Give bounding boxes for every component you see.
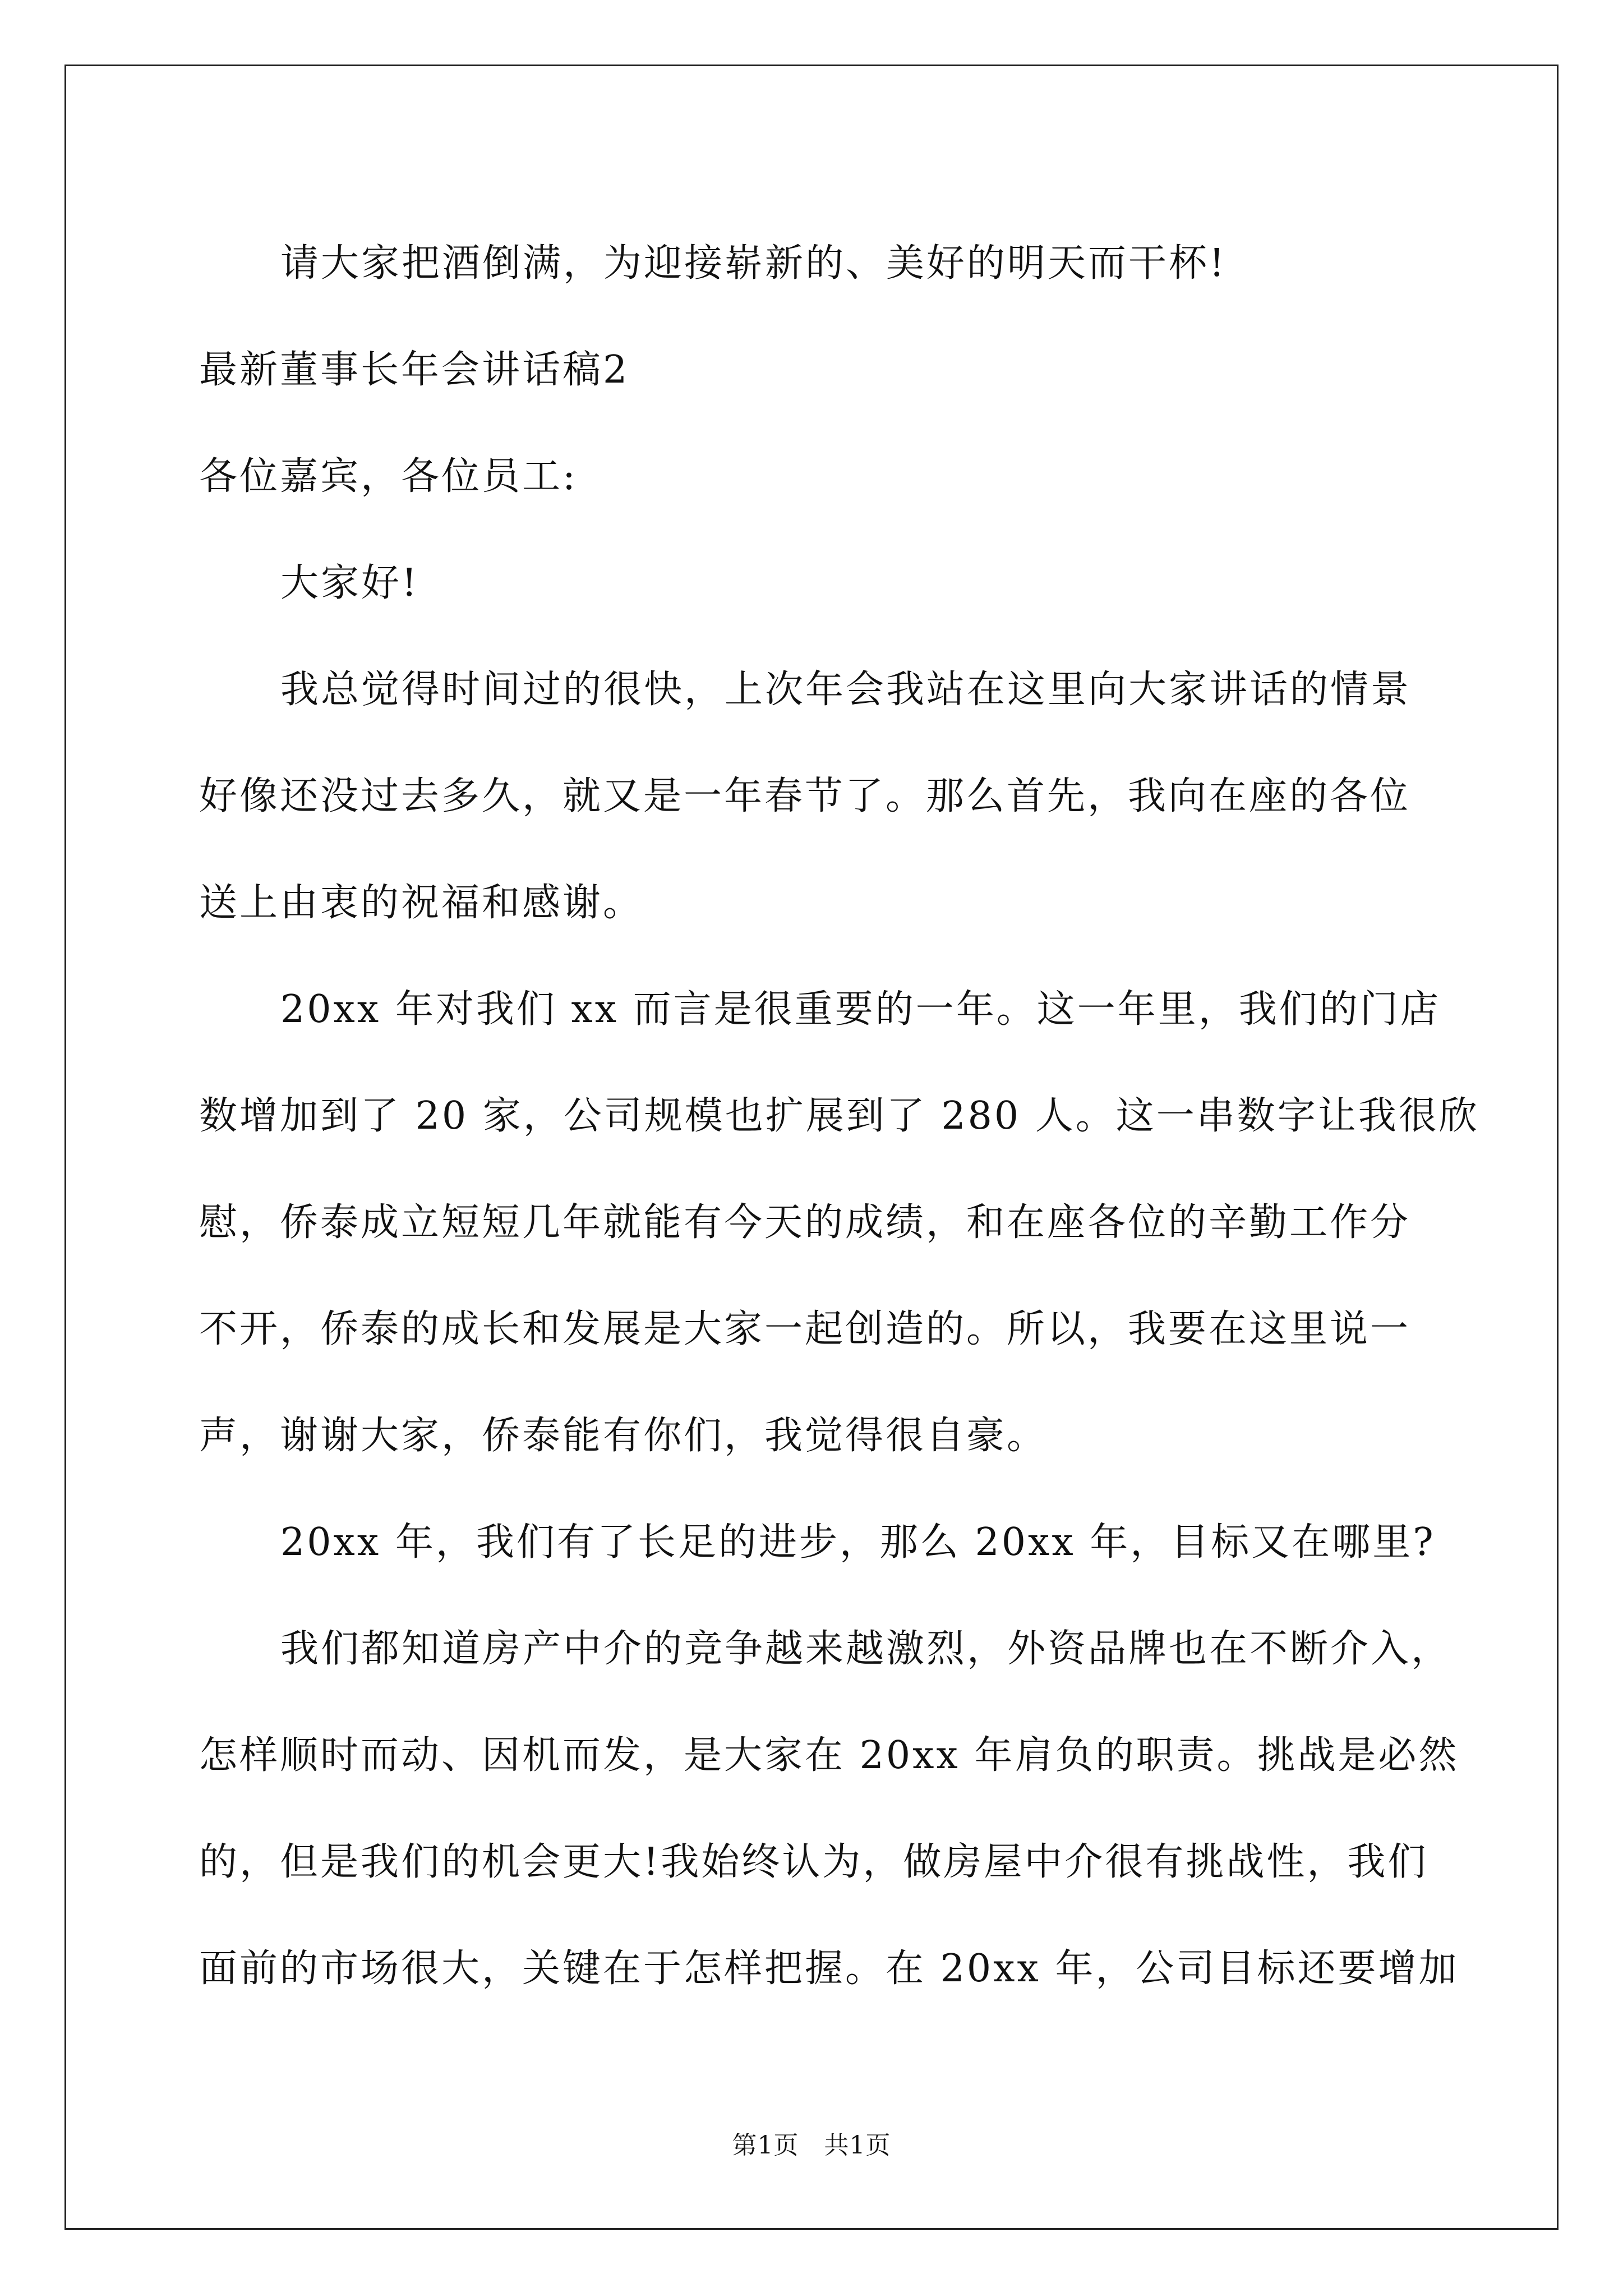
text-line: 我们都知道房产中介的竞争越来越激烈，外资品牌也在不断介入， (280, 1627, 1452, 1671)
section-title: 最新董事长年会讲话稿2 (199, 348, 630, 392)
text-line: 数增加到了 20 家，公司规模也扩展到了 280 人。这一串数字让我很欣 (199, 1094, 1479, 1138)
text-line: 的，但是我们的机会更大!我始终认为，做房屋中介很有挑战性，我们 (199, 1840, 1428, 1884)
salutation: 各位嘉宾，各位员工: (199, 454, 578, 499)
text-line: 怎样顺时而动、因机而发，是大家在 20xx 年肩负的职责。挑战是必然 (199, 1733, 1459, 1778)
document-body (199, 210, 1479, 2022)
text-line: 20xx 年对我们 xx 而言是很重要的一年。这一年里，我们的门店 (280, 987, 1441, 1032)
text-line: 声，谢谢大家，侨泰能有你们，我觉得很自豪。 (199, 1414, 1048, 1458)
text-line: 不开，侨泰的成长和发展是大家一起创造的。所以，我要在这里说一 (199, 1307, 1411, 1351)
text-line: 请大家把酒倒满，为迎接崭新的、美好的明天而干杯! (280, 241, 1227, 286)
text-line: 慰，侨泰成立短短几年就能有今天的成绩，和在座各位的辛勤工作分 (199, 1200, 1411, 1245)
text-line: 好像还没过去多久，就又是一年春节了。那么首先，我向在座的各位 (199, 774, 1411, 818)
text-line: 面前的市场很大，关键在于怎样把握。在 20xx 年，公司目标还要增加 (199, 1947, 1459, 1991)
text-line: 20xx 年，我们有了长足的进步，那么 20xx 年，目标又在哪里? (280, 1520, 1436, 1565)
text-line: 送上由衷的祝福和感谢。 (199, 881, 644, 925)
greeting: 大家好! (280, 561, 419, 605)
text-line: 我总觉得时间过的很快，上次年会我站在这里向大家讲话的情景 (280, 668, 1412, 712)
page-footer: 第1页 共1页 (732, 2131, 891, 2160)
